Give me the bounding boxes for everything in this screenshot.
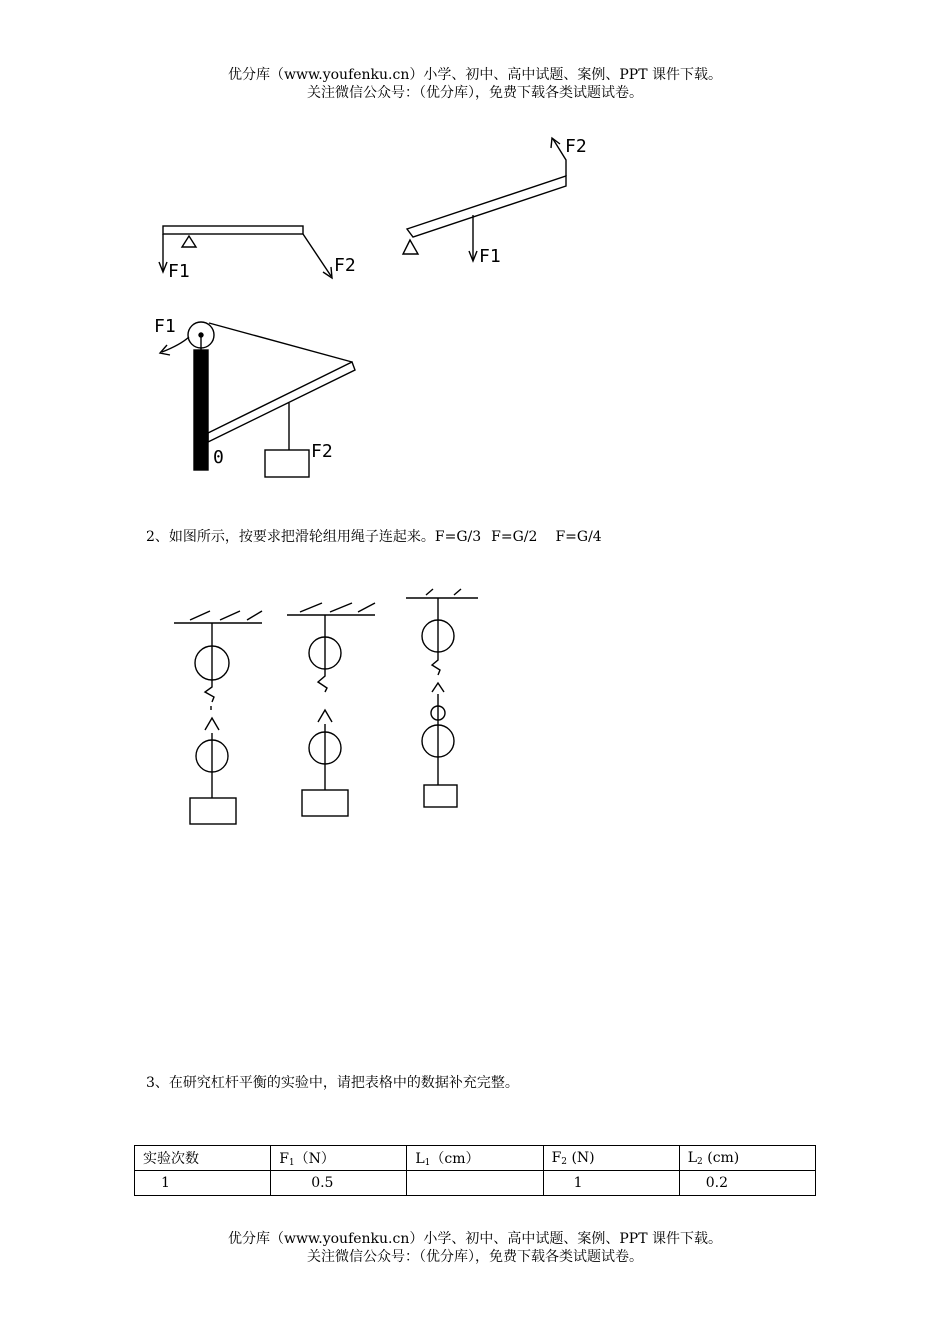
footer-line-1: 优分库（www.youfenku.cn）小学、初中、高中试题、案例、PPT 课件下载。: [227, 1231, 722, 1247]
hook-icon: [318, 710, 332, 722]
header-line-2: 关注微信公众号：（优分库），免费下载各类试题试卷。: [307, 85, 643, 101]
lever-bar: [407, 176, 566, 237]
pulley-system-2: [287, 603, 375, 816]
hook-icon: [432, 683, 444, 692]
arrowhead-icon: [323, 267, 332, 278]
hook-icon: [318, 669, 327, 692]
cell-trial: 1: [135, 1171, 271, 1196]
label-f2: F2: [565, 136, 587, 157]
cell-f2: 1: [543, 1171, 679, 1196]
label-f1: F1: [154, 316, 176, 337]
header-line-1: 优分库（www.youfenku.cn）小学、初中、高中试题、案例、PPT 课件下载。: [227, 67, 722, 83]
ceiling-hatch: [300, 603, 322, 612]
header-trial-count: 实验次数: [135, 1146, 271, 1171]
cell-f1: 0.5: [271, 1171, 407, 1196]
crane-figure: [154, 316, 355, 477]
force-arrow-f2: [303, 234, 331, 276]
ceiling-hatch: [190, 611, 210, 620]
lever-bar: [163, 226, 303, 234]
label-pivot-o: 0: [213, 447, 224, 468]
lever-data-table: [134, 1145, 816, 1196]
load-block: [265, 450, 309, 477]
header-l1: $L_1(cm)$: [407, 1146, 543, 1171]
force-arrow-f1: [162, 337, 189, 352]
load-block: [424, 785, 457, 807]
cell-l1-blank: [407, 1171, 543, 1196]
header-f1: $F_1(N)$: [271, 1146, 407, 1171]
ceiling-hatch: [330, 603, 352, 612]
header-f2: $F_2$ (N): [543, 1146, 679, 1171]
ceiling-hatch: [358, 603, 375, 612]
page-footer: [0, 1230, 950, 1266]
ceiling-hatch: [426, 589, 433, 595]
label-f2: F2: [334, 255, 356, 276]
label-f2: F2: [311, 441, 333, 462]
hook-icon: [205, 718, 219, 730]
load-block: [190, 798, 236, 824]
label-f1: F1: [168, 261, 190, 282]
question-3: [146, 1072, 519, 1092]
table-header-row: [135, 1146, 816, 1171]
hook-icon: [205, 680, 214, 702]
cell-l2: 0.2: [679, 1171, 815, 1196]
label-f1: F1: [479, 246, 501, 267]
formula-2: F=G/2: [491, 529, 538, 545]
ceiling-hatch: [247, 611, 262, 620]
formula-3: F=G/4: [555, 529, 602, 545]
pulley-system-1: [174, 611, 262, 824]
crane-rope: [209, 323, 352, 362]
load-block: [302, 790, 348, 816]
fulcrum-icon: [182, 236, 196, 247]
pulley-system-3: [406, 589, 478, 807]
question-3-text: 3、在研究杠杆平衡的实验中，请把表格中的数据补充完整。: [146, 1075, 519, 1091]
lever-figure-2: [403, 136, 587, 267]
table-row: [135, 1171, 816, 1196]
footer-line-2: 关注微信公众号：（优分库），免费下载各类试题试卷。: [307, 1249, 643, 1265]
ceiling-hatch: [454, 589, 461, 595]
header-l2: $L_2$ (cm): [679, 1146, 815, 1171]
question-2: [146, 526, 602, 546]
lever-figure-1: [159, 226, 356, 282]
hook-icon: [432, 652, 440, 675]
fulcrum-icon: [403, 240, 418, 254]
question-2-text: 2、如图所示，按要求把滑轮组用绳子连起来。F=G/3: [146, 529, 482, 545]
ceiling-hatch: [220, 611, 240, 620]
crane-post: [194, 350, 208, 470]
crane-boom: [208, 362, 355, 442]
